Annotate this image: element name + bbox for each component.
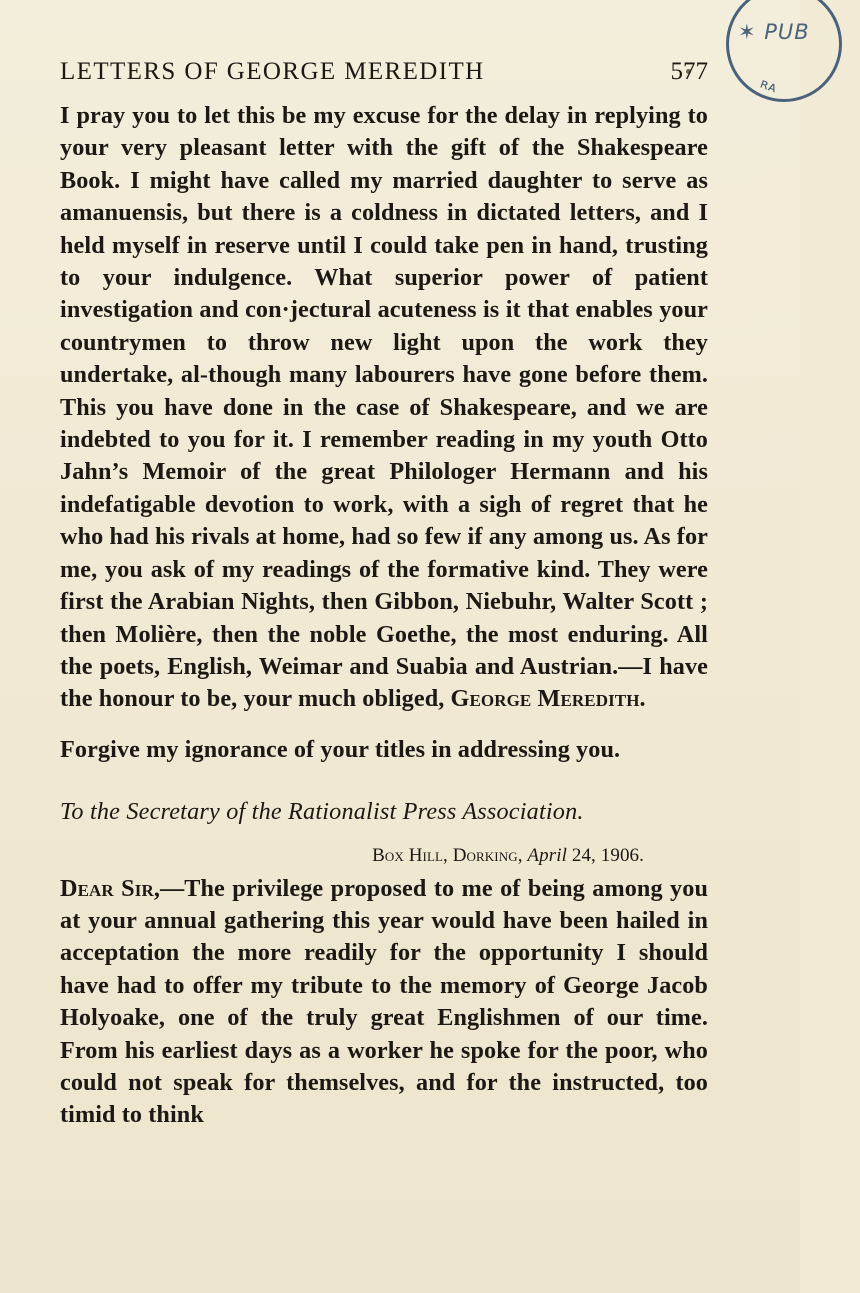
- letter-paragraph: [60, 873, 708, 1132]
- library-stamp-text-lower: ʀᴀ: [757, 75, 779, 97]
- letter-paragraph: [60, 100, 708, 716]
- signature: George Meredith.: [450, 685, 646, 713]
- dateline: [60, 843, 708, 869]
- letter-body: —The privilege proposed to me of being among you at your annual gathering this year would have been hailed in acceptation the more readily for the opportunity I should have had to offer my tribute to the memory of George Jacob Holyoake, one of the truly great Englishmen of our time. From his earliest days as a worker he spoke for the poor, who could not speak for themselves, and for the instructed, too timid to think: [60, 874, 708, 1129]
- postscript: Forgive my ignorance of your titles in addressing you.: [60, 735, 621, 763]
- library-stamp: [708, 0, 859, 120]
- letter-heading: To the Secretary of the Rationalist Press Association.: [60, 798, 584, 826]
- dateline-month: April: [527, 844, 567, 866]
- salutation: Dear Sir,: [60, 874, 160, 902]
- dateline-rest: 24, 1906.: [571, 844, 644, 866]
- page-body: [60, 100, 708, 1132]
- running-title: LETTERS OF GEORGE MEREDITH: [60, 58, 485, 85]
- letter-body: I pray you to let this be my excuse for the delay in replying to your very pleasant letter with the gift of the Shakespeare Book. I might have called my married daughter to serve as amanuensis, but there is a coldness in dictated letters, and I held myself in reserve until I could take pen in hand, trusting to your indulgence. What superior power of patient investigation and con·jectural acuteness is it that enables your countrymen to throw new light upon the work they undertake, al-though many labourers have gone before them. This you have done in the case of Shakespeare, and we are indebted to you for it. I remember reading in my youth Otto Jahn’s Memoir of the great Philologer Hermann and his indefatigable devotion to work, with a sigh of regret that he who had his rivals at home, had so few if any among us. As for me, you ask of my readings of the formative kind. They were first the Arabian Nights, then Gibbon, Niebuhr, Walter Scott ; then Molière, then the noble Goethe, the most enduring. All the poets, English, Weimar and Suabia and Austrian.—I have the honour to be, your much obliged,: [60, 102, 708, 713]
- page-number: 577: [670, 58, 708, 85]
- running-header: [60, 58, 708, 90]
- dateline-place: Box Hill, Dorking,: [372, 844, 523, 866]
- library-stamp-text: ✶ PUB: [738, 20, 810, 44]
